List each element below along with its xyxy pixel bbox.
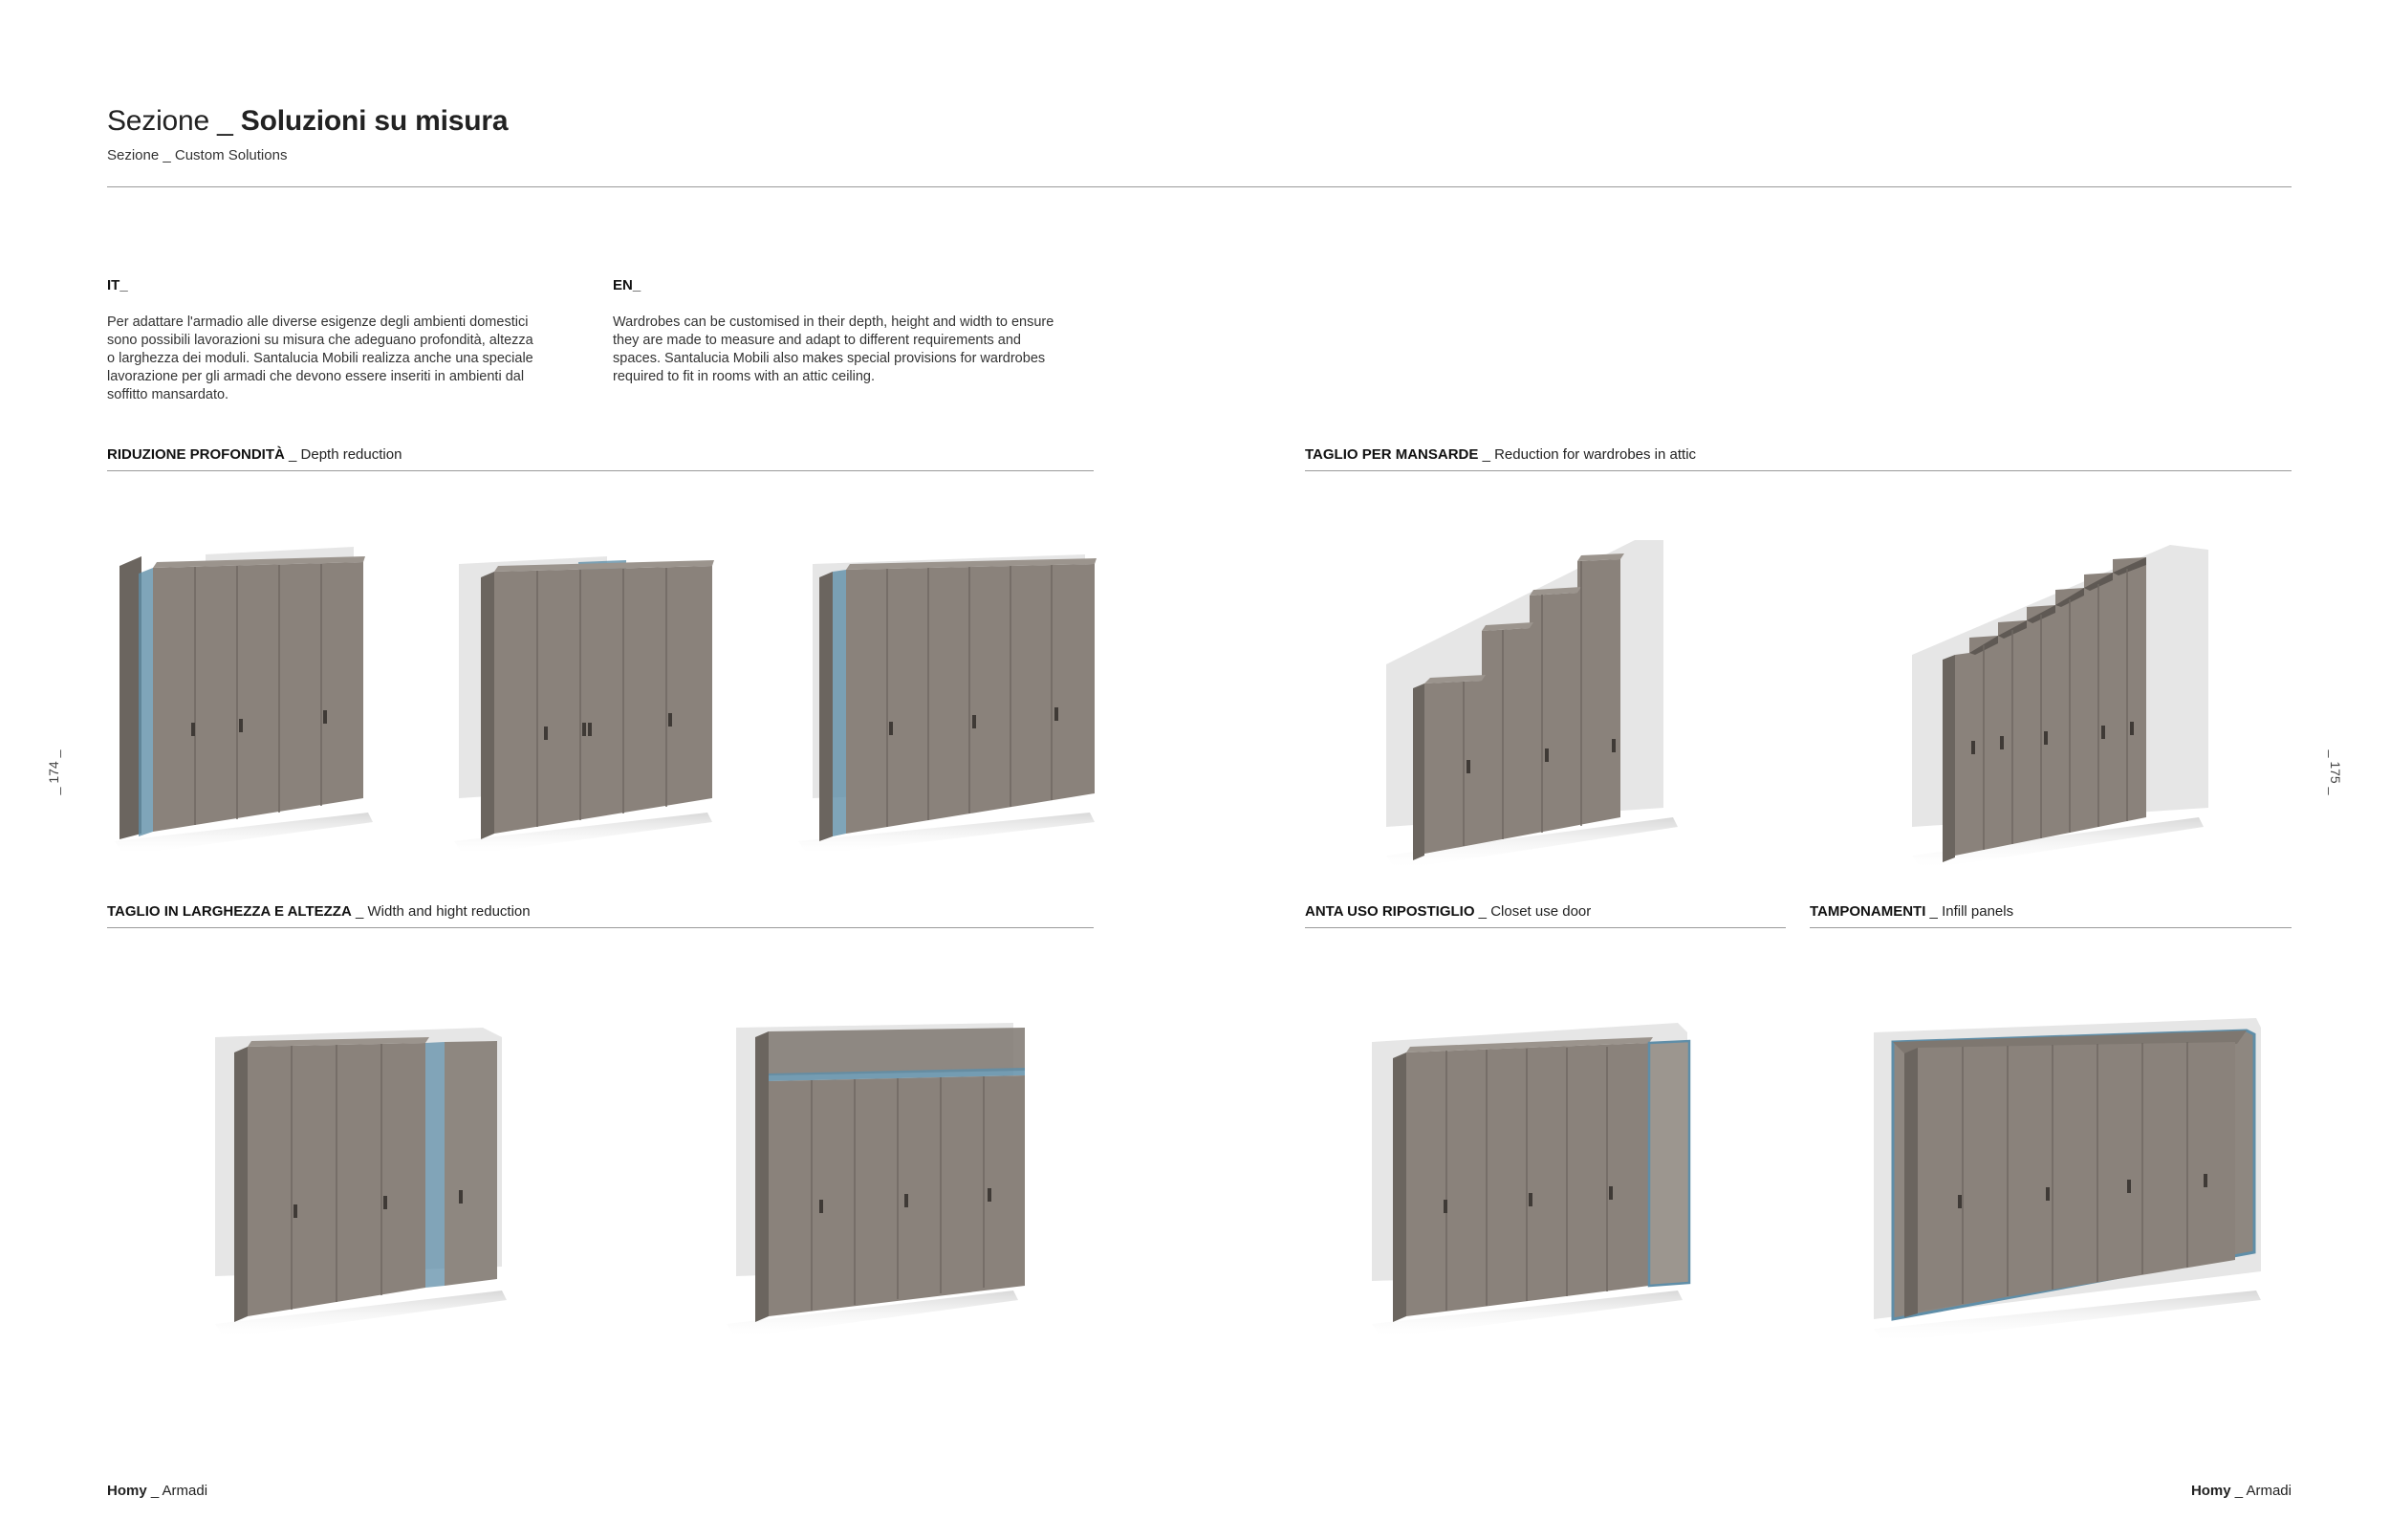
section-rest: _ Width and hight reduction: [351, 903, 531, 920]
title-prefix: Sezione _: [107, 105, 233, 137]
footer-rest: _ Armadi: [2230, 1483, 2292, 1499]
wardrobe-depth-3-icon: [779, 535, 1104, 851]
wardrobe-infill-panels-icon: [1855, 1004, 2275, 1338]
page-number-right: _ 175 _: [2328, 749, 2343, 795]
section-bold: ANTA USO RIPOSTIGLIO: [1305, 903, 1475, 920]
wardrobe-attic-2-icon: [1893, 531, 2218, 865]
wardrobe-width-cut-icon: [196, 1009, 521, 1334]
it-line: Per adattare l'armadio alle diverse esigenze degli ambienti domestici: [107, 315, 529, 330]
section-heading-width-height: [107, 903, 531, 920]
wardrobe-depth-1-icon: [96, 535, 382, 851]
wardrobe-closet-door-icon: [1353, 1009, 1697, 1334]
section-bold: TAGLIO IN LARGHEZZA E ALTEZZA: [107, 903, 352, 920]
footer-bold: Homy: [2190, 1483, 2231, 1499]
it-line: o larghezza dei moduli. Santalucia Mobili realizza anche una speciale: [107, 351, 533, 366]
header-rule: [107, 186, 2292, 187]
section-rule: [107, 927, 1094, 928]
section-rest: _ Infill panels: [1925, 903, 2014, 920]
footer-left: [107, 1483, 207, 1499]
it-line: soffitto mansardato.: [107, 387, 229, 402]
footer-bold: Homy: [107, 1483, 147, 1499]
en-line: Wardrobes can be customised in their depth, height and width to ensure: [613, 315, 1054, 330]
en-line: required to fit in rooms with an attic ceiling.: [613, 369, 876, 384]
wardrobe-attic-1-icon: [1367, 531, 1692, 865]
it-line: lavorazione per gli armadi che devono essere inseriti in ambienti dal: [107, 369, 525, 384]
it-paragraph: [107, 314, 604, 404]
section-bold: RIDUZIONE PROFONDITÀ: [107, 446, 285, 463]
en-line: spaces. Santalucia Mobili also makes special provisions for wardrobes: [613, 351, 1046, 366]
section-rule: [1305, 927, 1786, 928]
section-rule: [107, 470, 1094, 471]
wardrobe-height-cut-icon: [707, 1009, 1032, 1334]
section-heading-depth: [107, 446, 402, 463]
en-line: they are made to measure and adapt to different requirements and: [613, 333, 1021, 348]
section-heading-closet: [1305, 903, 1591, 920]
section-rule: [1305, 470, 2292, 471]
section-bold: TAGLIO PER MANSARDE: [1305, 446, 1479, 463]
section-rest: _ Depth reduction: [284, 446, 402, 463]
footer-rest: _ Armadi: [146, 1483, 208, 1499]
section-rest: _ Reduction for wardrobes in attic: [1478, 446, 1697, 463]
title-bold: Soluzioni su misura: [240, 105, 509, 137]
section-heading-infill: [1810, 903, 2013, 920]
it-label: IT_: [107, 277, 128, 293]
it-line: sono possibili lavorazioni su misura che adeguano profondità, altezza: [107, 333, 533, 348]
page-number-left: _ 174 _: [46, 749, 61, 795]
section-rest: _ Closet use door: [1474, 903, 1592, 920]
section-rule: [1810, 927, 2292, 928]
footer-right: [2191, 1483, 2292, 1499]
en-label: EN_: [613, 277, 641, 293]
en-paragraph: [613, 314, 1110, 386]
page-title: [107, 105, 508, 138]
section-bold: TAMPONAMENTI: [1810, 903, 1926, 920]
section-heading-attic: [1305, 446, 1696, 463]
wardrobe-depth-2-icon: [435, 535, 722, 851]
page-subtitle: Sezione _ Custom Solutions: [107, 147, 288, 163]
